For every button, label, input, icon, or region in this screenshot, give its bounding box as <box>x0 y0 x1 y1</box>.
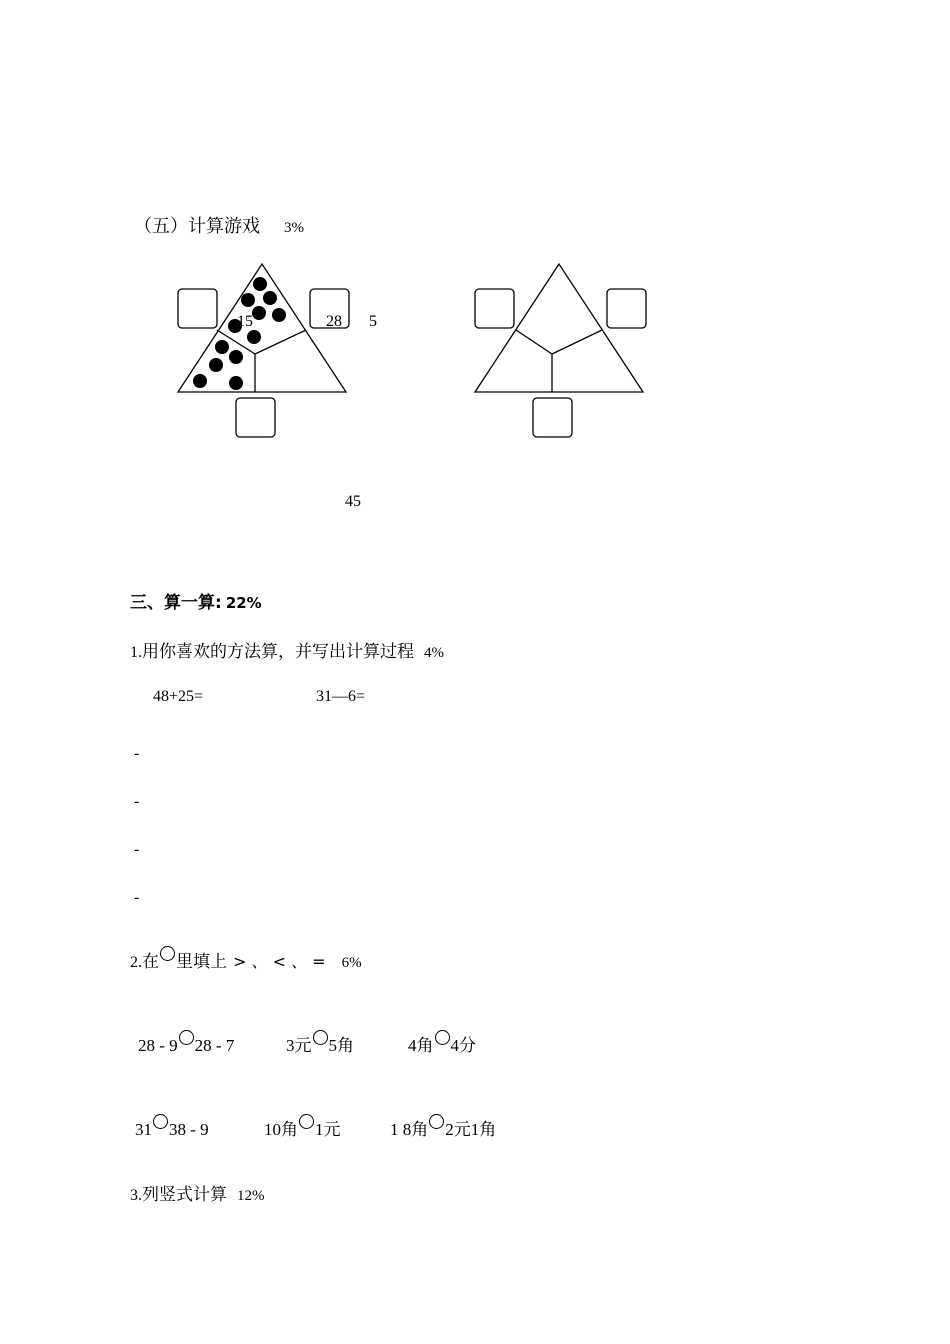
dot <box>215 340 229 354</box>
q1-expression-b: 31—6= <box>316 688 366 705</box>
answer-box-t2-right[interactable] <box>607 289 646 328</box>
compare-right-unit: 角 <box>337 1036 354 1056</box>
dot <box>253 277 267 291</box>
answer-box-t2-bottom[interactable] <box>533 398 572 437</box>
compare-right: 38 - 9 <box>169 1120 209 1139</box>
triangle-1-number-b: 28 <box>326 313 342 330</box>
question-2 <box>130 946 362 972</box>
question-1-percent: 4% <box>424 645 444 661</box>
question-2-text-b: 里填上 <box>176 952 227 972</box>
compare-left-unit: 角 <box>281 1120 298 1140</box>
question-3 <box>130 1180 265 1205</box>
compare-left-unit: 角 <box>416 1036 434 1056</box>
compare-right: 28 - 7 <box>194 1036 235 1055</box>
section-3-heading <box>130 588 262 613</box>
compare-item-4 <box>135 1114 209 1140</box>
triangle-1-number-a: 15 <box>237 313 253 330</box>
dot <box>252 306 266 320</box>
question-3-number: 3. <box>130 1187 142 1204</box>
dot <box>263 291 277 305</box>
compare-circle-icon[interactable] <box>299 1114 314 1129</box>
dot <box>209 358 223 372</box>
question-1-text: 用你喜欢的方法算，并写出计算过程 <box>142 642 414 662</box>
question-1-number: 1. <box>130 644 142 661</box>
question-2-percent: 6% <box>341 955 362 971</box>
dot <box>241 293 255 307</box>
compare-circle-icon[interactable] <box>153 1114 168 1129</box>
question-3-percent: 12% <box>237 1188 265 1204</box>
question-2-text-a: 在 <box>142 952 159 972</box>
triangle-2-divider-left <box>516 330 552 354</box>
section-3-percent: 22% <box>225 594 262 612</box>
compare-left-unit: 元 <box>294 1036 312 1056</box>
compare-circle-icon[interactable] <box>435 1030 450 1045</box>
circle-icon <box>160 946 175 961</box>
dot <box>193 374 207 388</box>
compare-left: 28 - 9 <box>138 1036 178 1055</box>
work-line-4: - <box>134 889 140 906</box>
compare-right-num: 4 <box>450 1036 459 1055</box>
question-2-symbols: > 、 < 、 = <box>233 952 326 971</box>
compare-right-num-1: 2 <box>445 1120 454 1139</box>
question-3-text: 列竖式计算 <box>142 1185 227 1205</box>
question-1 <box>130 637 444 662</box>
compare-left-num: 1 8 <box>390 1120 412 1139</box>
compare-right-unit-2: 角 <box>479 1120 497 1140</box>
compare-circle-icon[interactable] <box>429 1114 444 1129</box>
compare-item-5 <box>264 1114 341 1140</box>
triangle-1-divider-right <box>255 330 306 354</box>
compare-right-unit-1: 元 <box>453 1120 471 1140</box>
compare-right-num: 1 <box>315 1120 324 1139</box>
compare-circle-icon[interactable] <box>313 1030 328 1045</box>
compare-left: 31 <box>135 1120 152 1139</box>
dot <box>229 376 243 390</box>
compare-item-3 <box>408 1030 476 1056</box>
section-5-percent: 3% <box>284 220 304 236</box>
compare-left-num: 4 <box>408 1036 417 1055</box>
compare-left-unit: 角 <box>411 1120 429 1140</box>
dot-group <box>193 277 286 390</box>
answer-box-t1-bottom[interactable] <box>236 398 275 437</box>
dot <box>229 350 243 364</box>
q1-expression-a: 48+25= <box>153 688 204 705</box>
dot <box>247 330 261 344</box>
compare-right-unit: 元 <box>323 1120 341 1140</box>
work-line-2: - <box>134 793 140 810</box>
compare-right-num: 5 <box>328 1036 337 1055</box>
compare-item-2 <box>286 1030 354 1056</box>
compare-left-num: 3 <box>286 1036 295 1055</box>
work-line-1: - <box>134 745 140 762</box>
compare-right-num-2: 1 <box>470 1120 480 1139</box>
compare-right-unit: 分 <box>459 1036 476 1056</box>
compare-circle-icon[interactable] <box>179 1030 194 1045</box>
work-line-3: - <box>134 841 140 858</box>
answer-box-t1-left[interactable] <box>178 289 217 328</box>
answer-box-t2-left[interactable] <box>475 289 514 328</box>
dot <box>272 308 286 322</box>
triangle-1-number-bottom: 45 <box>345 493 361 510</box>
compare-left-num: 10 <box>264 1120 281 1139</box>
section-3-title: 三、算一算 <box>130 593 215 613</box>
question-2-number: 2. <box>130 954 142 971</box>
compare-item-1 <box>138 1030 234 1056</box>
compare-item-6 <box>390 1114 496 1140</box>
triangle-1-number-c: 5 <box>369 313 377 330</box>
section-5-title: （五）计算游戏 <box>134 216 260 237</box>
triangle-2-divider-right <box>552 330 602 354</box>
section-3-colon: : <box>215 593 222 613</box>
